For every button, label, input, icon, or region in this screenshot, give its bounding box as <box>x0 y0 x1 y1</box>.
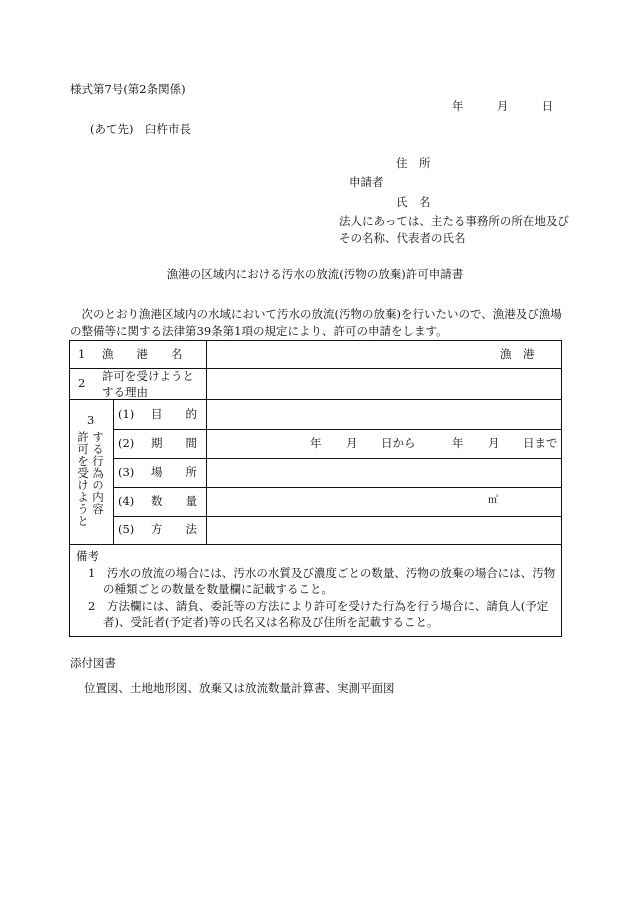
item-quantity-label: 数 量 <box>151 494 197 508</box>
date-day: 日 <box>541 99 554 113</box>
item-place-label: 場 所 <box>151 465 197 479</box>
attachments-list: 位置図、土地地形図、放棄又は放流数量計算書、実測平面図 <box>84 681 395 695</box>
remarks-title: 備考 <box>76 549 99 563</box>
date-line <box>452 99 553 115</box>
application-table <box>69 340 562 637</box>
period-to-year: 年 <box>452 436 464 450</box>
form-number: 様式第7号(第2条関係) <box>70 82 186 96</box>
row1-number: 1 <box>78 347 86 361</box>
date-year: 年 <box>452 99 464 113</box>
address-label: 住 所 <box>396 156 431 170</box>
document-title: 漁港の区域内における汚水の放流(汚物の放棄)許可申請書 <box>166 267 464 281</box>
item-method-label: 方 法 <box>151 522 197 536</box>
fishing-port-suffix: 漁 港 <box>500 347 535 361</box>
date-month: 月 <box>496 99 509 113</box>
item-method-number: (5) <box>118 522 135 536</box>
action-content-vertical-label: する行為の内容 許可を受けようと <box>76 431 105 527</box>
item-quantity-number: (4) <box>118 494 135 508</box>
period-from-year: 年 <box>310 436 322 450</box>
fishing-port-name-label: 漁 港 名 <box>102 347 183 361</box>
period-to-month: 月 <box>488 436 500 450</box>
period-to-day: 日まで <box>523 436 558 450</box>
row2-number: 2 <box>78 376 86 390</box>
reason-label: 許可を受けようと する理由 <box>102 369 194 399</box>
period-from-day: 日から <box>381 436 416 450</box>
name-label: 氏 名 <box>396 195 431 209</box>
row3-number: 3 <box>87 413 95 427</box>
quantity-unit: ㎥ <box>488 495 498 506</box>
corporation-note: 法人にあっては、主たる事務所の所在地及びその名称、代表者の氏名 <box>339 214 569 245</box>
period-from-month: 月 <box>346 436 358 450</box>
remark-note1-line1: 1 汚水の放流の場合には、汚水の水質及び濃度ごとの数量、汚物の放棄の場合には、汚物 <box>88 566 556 580</box>
remark-note2-line1: 2 方法欄には、請負、委託等の方法により許可を受けた行為を行う場合に、請負人(予定 <box>88 599 549 613</box>
applicant-label: 申請者 <box>349 175 384 189</box>
item-purpose-number: (1) <box>118 407 135 421</box>
item-period-number: (2) <box>118 436 135 450</box>
intro-paragraph: 次のとおり漁港区域内の水域において汚水の放流(汚物の放棄)を行いたいので、漁港及び漁場の整備等に関する法律第39条第1項の規定により、許可の申請をします。 <box>70 307 562 338</box>
item-period-label: 期 間 <box>151 436 197 450</box>
remark-note2-line2: 者)、受託者(予定者)等の氏名又は名称及び住所を記載すること。 <box>103 615 439 629</box>
attachments-title: 添付図書 <box>70 656 116 670</box>
remark-note1-line2: の種類ごとの数量を数量欄に記載すること。 <box>103 582 333 596</box>
item-purpose-label: 目 的 <box>151 407 197 421</box>
item-place-number: (3) <box>118 465 135 479</box>
addressee: (あて先) 臼杵市長 <box>90 122 191 136</box>
